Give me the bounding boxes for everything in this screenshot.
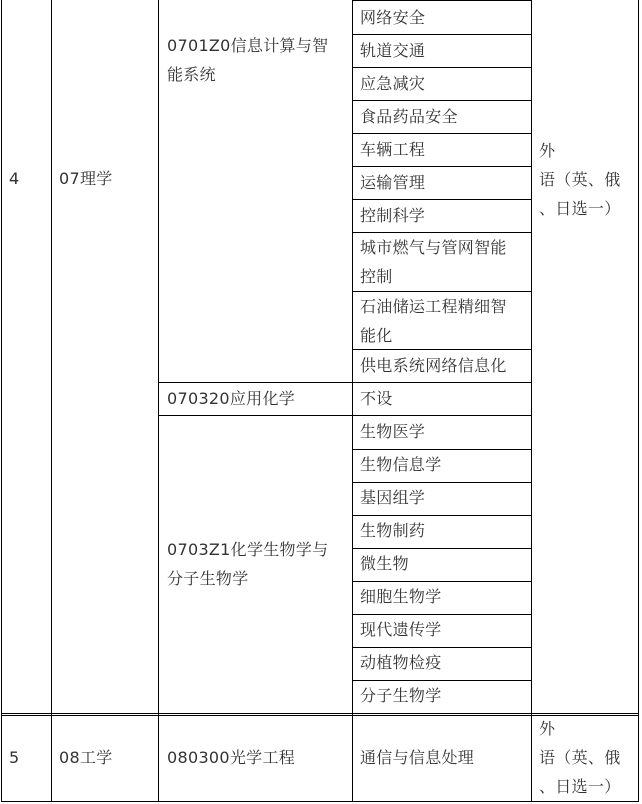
border-dir	[352, 0, 532, 1]
row-category: 07理学	[59, 169, 113, 188]
major-name: 080300光学工程	[167, 748, 296, 767]
direction-cell: 城市燃气与管网智能 控制	[360, 238, 507, 286]
border-dir	[352, 166, 532, 167]
direction-cell: 微生物	[360, 554, 409, 573]
border-dir	[352, 34, 532, 35]
direction-cell: 食品药品安全	[360, 107, 458, 126]
direction-cell: 基因组学	[360, 488, 426, 507]
direction-cell: 分子生物学	[360, 686, 442, 705]
direction-cell: 动植物检疫	[360, 653, 442, 672]
border-dir	[352, 100, 532, 101]
direction-cell: 轨道交通	[360, 41, 426, 60]
border-col1	[51, 0, 52, 802]
direction-cell: 运输管理	[360, 173, 426, 192]
direction-cell: 通信与信息处理	[360, 748, 475, 767]
direction-cell: 石油储运工程精细智 能化	[360, 297, 507, 345]
border-major	[158, 415, 532, 416]
border-col2	[158, 0, 159, 802]
direction-cell: 车辆工程	[360, 140, 426, 159]
direction-cell: 生物医学	[360, 422, 426, 441]
direction-cell: 现代遗传学	[360, 620, 442, 639]
border-dir	[352, 133, 532, 134]
direction-cell: 细胞生物学	[360, 587, 442, 606]
border-dir	[352, 67, 532, 68]
direction-cell: 控制科学	[360, 206, 426, 225]
direction-cell: 网络安全	[360, 8, 426, 27]
language-requirement: 外 语（英、俄 、日选一）	[539, 141, 621, 218]
direction-cell: 应急减灾	[360, 74, 426, 93]
major-name: 0703Z1化学生物学与 分子生物学	[167, 540, 329, 588]
row-category: 08工学	[59, 748, 113, 767]
row-index: 5	[9, 748, 20, 767]
direction-cell: 不设	[360, 389, 393, 408]
row-index: 4	[9, 169, 20, 188]
border-col3	[352, 0, 353, 802]
border-bottom	[1, 801, 639, 802]
major-name: 070320应用化学	[167, 389, 296, 408]
major-name: 0701Z0信息计算与智 能系统	[167, 36, 329, 84]
direction-cell: 生物信息学	[360, 455, 442, 474]
border-col4	[531, 0, 532, 802]
border-right	[638, 0, 639, 802]
language-requirement: 外 语（英、俄 、日选一）	[539, 719, 621, 796]
direction-cell: 生物制药	[360, 521, 426, 540]
border-dir	[352, 199, 532, 200]
direction-cell: 供电系统网络信息化	[360, 356, 507, 375]
border-major	[158, 382, 532, 383]
border-left	[1, 0, 2, 802]
